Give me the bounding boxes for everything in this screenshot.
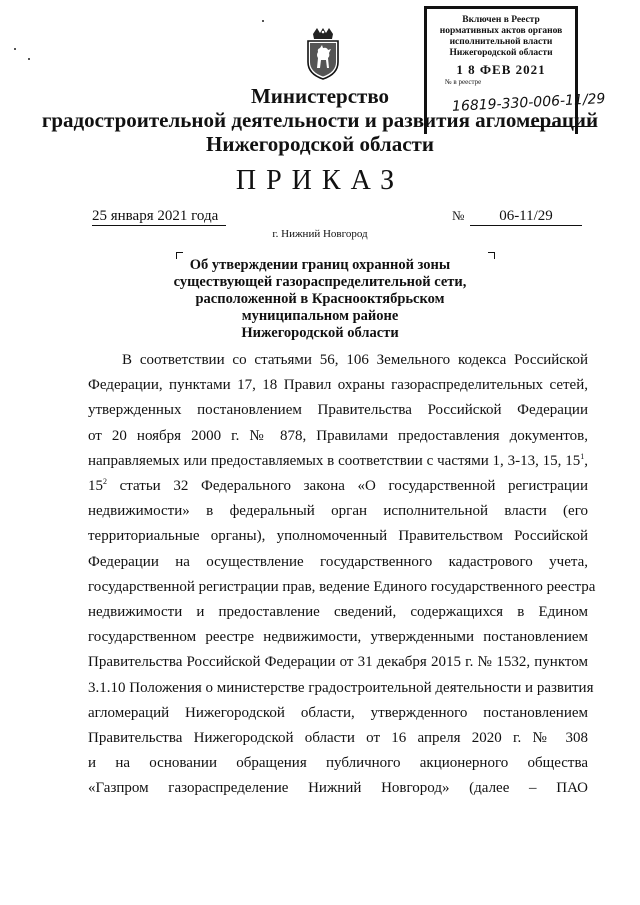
ministry-heading-line: Министерство: [250, 84, 390, 108]
ministry-heading-line: Нижегородской области: [206, 132, 434, 156]
scan-speck: [262, 20, 264, 22]
body-line: Правительства Российской Федерации от 31 декабря 2015 г. № 1532, пунктом: [88, 654, 588, 671]
body-line-text: статьи 32 Федерального закона «О государственной регистрации: [107, 478, 588, 495]
superscript: 1: [580, 451, 585, 461]
body-line: недвижимости» в федеральный орган исполнительной власти (его: [88, 503, 588, 520]
stamp-registry-label: № в реестре: [445, 78, 482, 86]
body-line: Федерации, пунктами 17, 18 Правил охраны газораспределительных сетей,: [88, 377, 588, 394]
body-line-text: направляемых или предоставляемых в соответствии с частями 1, 3-13, 15, 15: [88, 452, 581, 469]
body-line-text: 15: [88, 478, 103, 495]
stamp-line: Нижегородской области: [449, 48, 553, 58]
stamp-line: исполнительной власти: [449, 37, 553, 47]
body-line: [88, 474, 588, 499]
body-line: [88, 449, 588, 474]
order-number: 06-11/29: [470, 208, 582, 226]
body-line: Правительства Нижегородской области от 16 апреля 2020 г. № 308: [88, 730, 588, 747]
stamp-overlap-line: [530, 126, 594, 127]
body-line: государственной регистрации прав, ведение Единого государственного реестра: [88, 578, 596, 595]
ministry-heading-line: градостроительной деятельности и развития агломераций: [41, 108, 599, 132]
order-subject-title: [140, 257, 500, 342]
body-line: 3.1.10 Положения о министерстве градостроительной деятельности и развития: [88, 679, 594, 696]
scan-speck: [28, 58, 30, 60]
body-line: «Газпром газораспределение Нижний Новгород» (далее – ПАО: [88, 780, 588, 797]
order-body-text: [88, 348, 596, 802]
body-line: агломераций Нижегородской области, утвержденного постановлением: [88, 704, 588, 721]
ministry-heading: [0, 84, 640, 156]
body-line: недвижимости и предоставление сведений, содержащихся в Едином: [88, 604, 588, 621]
subject-line: муниципальном районе: [241, 308, 399, 324]
stamp-registry-number: 16819-330-006-11/29: [451, 90, 606, 115]
nizhny-novgorod-coat-of-arms-icon: [305, 28, 341, 80]
order-city: г. Нижний Новгород: [272, 228, 368, 240]
stamp-line: нормативных актов органов: [439, 26, 563, 36]
body-line: утвержденных постановлением Правительства Российской Федерации: [88, 402, 588, 419]
scan-speck: [14, 48, 16, 50]
body-line: и на основании обращения публичного акционерного общества: [88, 755, 588, 772]
superscript: 2: [103, 477, 107, 487]
subject-line: Об утверждении границ охранной зоны: [189, 257, 451, 273]
body-line: Федерации на осуществление государственного кадастрового учета,: [88, 553, 588, 570]
body-line: от 20 ноября 2000 г. № 878, Правилами предоставления документов,: [88, 427, 588, 444]
stamp-date: 1 8 ФЕВ 2021: [456, 62, 546, 77]
stamp-line: Включен в Реестр: [462, 15, 540, 25]
order-title: ПРИКАЗ: [235, 165, 405, 196]
order-number-label: №: [452, 208, 465, 223]
subject-line: Нижегородской области: [241, 325, 399, 341]
order-date: 25 января 2021 года: [92, 208, 226, 226]
body-line-text: ,: [584, 452, 588, 469]
subject-line: существующей газораспределительной сети,: [173, 274, 467, 290]
body-line: В соответствии со статьями 56, 106 Земельного кодекса Российской: [122, 352, 588, 368]
body-line: территориальные органы), уполномоченный Правительством Российской: [88, 528, 588, 545]
body-line: государственном реестре недвижимости, утвержденными постановлением: [88, 629, 588, 646]
subject-line: расположенной в Краснооктябрьском: [195, 291, 445, 307]
